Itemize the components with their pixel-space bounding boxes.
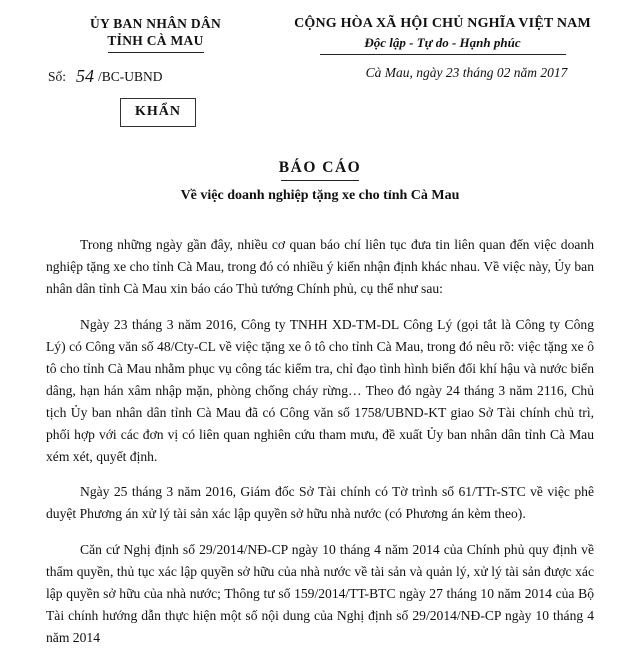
document-number-suffix: /BC-UBND (98, 69, 163, 84)
title-block (28, 159, 612, 204)
national-heading-block (273, 16, 612, 55)
body-paragraph: Ngày 25 tháng 3 năm 2016, Giám đốc Sở Tài chính có Tờ trình số 61/TTr-STC về việc phê duyệt Phương án xử lý tài sản xác lập quyền sở hữu nhà nước (có Phương án kèm theo). (46, 484, 594, 522)
document-subtitle: Về việc doanh nghiệp tặng xe cho tỉnh Cà Mau (180, 188, 460, 203)
body-paragraph: Ngày 23 tháng 3 năm 2016, Công ty TNHH XD-TM-DL Công Lý (gọi tắt là Công ty Công Lý) có Công văn số 48/Cty-CL về việc tặng xe ô tô cho tỉnh Cà Mau, trong đó nêu rõ: việc tặng xe ô tô cho tỉnh Cà Mau nhằm phục vụ công tác kiểm tra, chỉ đạo tình hình biến đổi khí hậu và nước biển dâng, hạn hán xâm nhập mặn, phòng chống cháy rừng… Theo đó ngày 24 tháng 3 năm 2116, Chủ tịch Ủy ban nhân dân tỉnh Cà Mau đã có Công văn số 1758/UBND-KT giao Sở Tài chính chủ trì, phối hợp với các đơn vị có liên quan nghiên cứu tham mưu, đề xuất Ủy ban nhân dân tỉnh Cà Mau xém xét, quyết định. (46, 316, 594, 464)
place-and-date: Cà Mau, ngày 23 tháng 02 năm 2017 (365, 65, 568, 80)
document-body (28, 234, 612, 649)
title-underline (281, 180, 359, 181)
issuing-authority-line2: TỈNH CÀ MAU (107, 33, 204, 48)
document-header (28, 16, 612, 55)
authority-underline (108, 52, 204, 53)
document-number-row (28, 65, 612, 86)
national-title: CỘNG HÒA XÃ HỘI CHỦ NGHĨA VIỆT NAM (294, 16, 591, 31)
motto-underline (320, 54, 566, 55)
body-paragraph: Căn cứ Nghị định số 29/2014/NĐ-CP ngày 10 tháng 4 năm 2014 của Chính phủ quy định về thẩm quyền, thủ tục xác lập quyền sở hữu của nhà nước về tài sản và quản lý, xử lý tài sản được xác lập quyền sở hữu của nhà nước; Thông tư số 159/2014/TT-BTC ngày 27 tháng 10 năm 2014 của Bộ Tài chính hướng dẫn thực hiện một số nội dung của Nghị định số 29/2014/NĐ-CP ngày 10 tháng 4 năm 2014 (46, 541, 594, 646)
issuing-authority-block (28, 16, 273, 53)
issuing-authority-line1: ỦY BAN NHÂN DÂN (89, 16, 222, 31)
document-number-label: Số: (48, 69, 67, 84)
urgent-stamp: KHẨN (120, 98, 196, 127)
document-number-value: 54 (76, 66, 95, 86)
urgent-stamp-wrap (28, 98, 612, 127)
document-number-block (28, 65, 293, 86)
document-title: BÁO CÁO (278, 159, 362, 176)
body-paragraph: Trong những ngày gần đây, nhiều cơ quan báo chí liên tục đưa tin liên quan đến việc doanh nghiệp tặng xe cho tỉnh Cà Mau, trong đó có nhiều ý kiến nhận định khác nhau. Về việc này, Ủy ban nhân dân tỉnh Cà Mau xin báo cáo Thủ tướng Chính phủ, cụ thể như sau: (46, 237, 594, 297)
national-motto: Độc lập - Tự do - Hạnh phúc (364, 35, 521, 50)
